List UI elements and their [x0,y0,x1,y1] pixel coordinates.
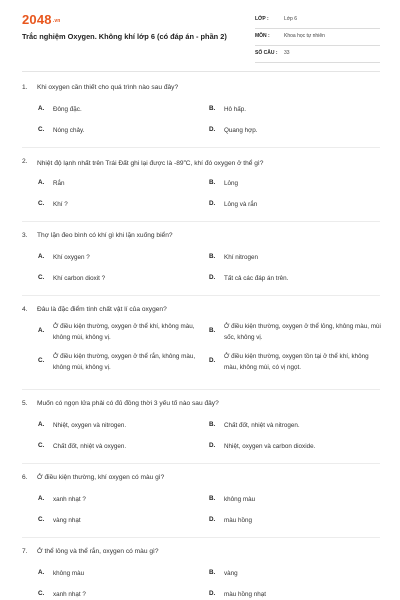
question-4: 4. Đâu là đặc điểm tính chất vật lí của oxygen? A. Ở điều kiện thường, oxygen ở thể khí, không màu, không mùi, không vị. B. Ở điều kiện thường, oxygen ở thể lỏng, không màu, mùi sốc, không vị. C. Ở điều kiện thường, oxygen ở thể rắn, không màu, không mùi, không vị. D. Ở điều kiện thường, oxygen tồn tại ở thể khí, không màu, không mùi, có vị ngọt. [22,296,380,390]
question-text: Nhiệt độ lạnh nhất trên Trái Đất ghi lại được là -89$^o$C, khí đó oxygen ở thể gì? [37,158,264,168]
question-text: Đâu là đặc điểm tính chất vật lí của oxygen? [37,306,167,313]
question-text: Khi oxygen cần thiết cho quá trình nào sau đây? [37,84,179,91]
question-text: Ở thể lỏng và thể rắn, oxygen có màu gì? [37,548,159,555]
question-text: Thợ lặn đeo bình có khí gì khi lặn xuống biển? [37,232,173,239]
site-logo[interactable]: 2048.vn [22,12,61,27]
info-row-grade: LỚP : Lớp 6 [255,12,380,29]
info-row-count: SỐ CÂU : 33 [255,46,380,63]
question-text: Muốn có ngọn lửa phải có đủ đồng thời 3 yếu tố nào sau đây? [37,400,219,407]
question-3: 3. Thợ lặn đeo bình có khí gì khi lặn xuống biển? A. Khí oxygen ? B. Khí nitrogen C. Khí carbon dioxit ? D. Tất cả các đáp án trên. [22,222,380,296]
quiz-info [255,12,380,63]
question-text: Ở điều kiện thường, khí oxygen có màu gì? [37,474,165,481]
question-5: 5. Muốn có ngọn lửa phải có đủ đồng thời 3 yếu tố nào sau đây? A. Nhiệt, oxygen và nitrogen. B. Chất đốt, nhiệt và nitrogen. C. Chất đốt, nhiệt và oxygen. D. Nhiệt, oxygen và carbon dioxide. [22,390,380,464]
info-row-subject: MÔN : Khoa học tự nhiên [255,29,380,46]
question-2: 2. Nhiệt độ lạnh nhất trên Trái Đất ghi lại được là -89$^o$C, khí đó oxygen ở thể gì? A. Rắn B. Lỏng C. Khí ? D. Lỏng và rắn [22,148,380,222]
question-6: 6. Ở điều kiện thường, khí oxygen có màu gì? A. xanh nhạt ? B. không màu C. vàng nhạt D. màu hồng [22,464,380,538]
header-divider [22,71,380,72]
question-7: 7. Ở thể lỏng và thể rắn, oxygen có màu gì? A. không màu B. vàng C. xanh nhạt ? D. màu hồng nhạt [22,548,267,598]
quiz-title: Trắc nghiệm Oxygen. Không khí lớp 6 (có đáp án - phần 2) [22,32,227,41]
question-list [22,74,380,600]
page-header [0,0,400,72]
question-1: 1. Khi oxygen cần thiết cho quá trình nào sau đây? A. Đông đặc. B. Hô hấp. C. Nóng chảy. D. Quang hợp. [22,74,380,148]
